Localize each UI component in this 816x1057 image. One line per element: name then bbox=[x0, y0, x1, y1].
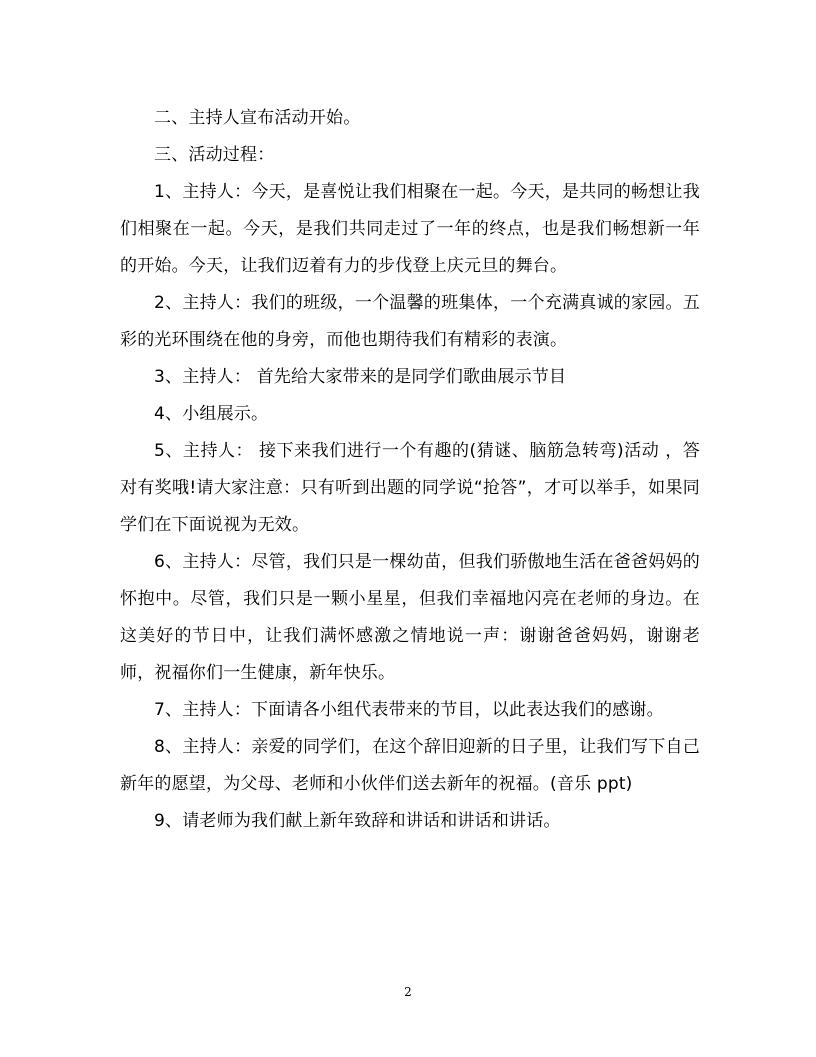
paragraph-host-8: 8、主持人：亲爱的同学们，在这个辞旧迎新的日子里，让我们写下自己新年的愿望，为父母、老师和小伙伴们送去新年的祝福。(音乐 ppt) bbox=[120, 737, 700, 794]
document-body bbox=[120, 100, 700, 840]
paragraph-host-1: 1、主持人：今天，是喜悦让我们相聚在一起。今天，是共同的畅想让我们相聚在一起。今天，是我们共同走过了一年的终点，也是我们畅想新一年的开始。今天，让我们迈着有力的步伐登上庆元旦的舞台。 bbox=[120, 182, 700, 276]
paragraph-host-6: 6、主持人：尽管，我们只是一棵幼苗，但我们骄傲地生活在爸爸妈妈的怀抱中。尽管，我们只是一颗小星星，但我们幸福地闪亮在老师的身边。在这美好的节日中，让我们满怀感激之情地说一声：谢谢爸爸妈妈，谢谢老师，祝福你们一生健康，新年快乐。 bbox=[120, 552, 700, 683]
paragraph-host-2: 2、主持人：我们的班级，一个温馨的班集体，一个充满真诚的家园。五彩的光环围绕在他的身旁，而他也期待我们有精彩的表演。 bbox=[120, 293, 700, 350]
paragraph-host-3: 3、主持人： 首先给大家带来的是同学们歌曲展示节目 bbox=[154, 367, 567, 387]
paragraph-host-7: 7、主持人：下面请各小组代表带来的节目，以此表达我们的感谢。 bbox=[154, 700, 664, 720]
paragraph-teacher-speech: 9、请老师为我们献上新年致辞和讲话和讲话和讲话。 bbox=[154, 811, 561, 831]
paragraph-group-show: 4、小组展示。 bbox=[154, 404, 269, 424]
paragraph-activity-start: 二、主持人宣布活动开始。 bbox=[154, 108, 361, 128]
paragraph-host-5: 5、主持人： 接下来我们进行一个有趣的(猜谜、脑筋急转弯)活动 ，答对有奖哦!请大家注意：只有听到出题的同学说“抢答”，才可以举手，如果同学们在下面说视为无效。 bbox=[120, 441, 700, 535]
paragraph-activity-process-heading: 三、活动过程： bbox=[154, 145, 275, 165]
page-number: 2 bbox=[404, 985, 412, 999]
